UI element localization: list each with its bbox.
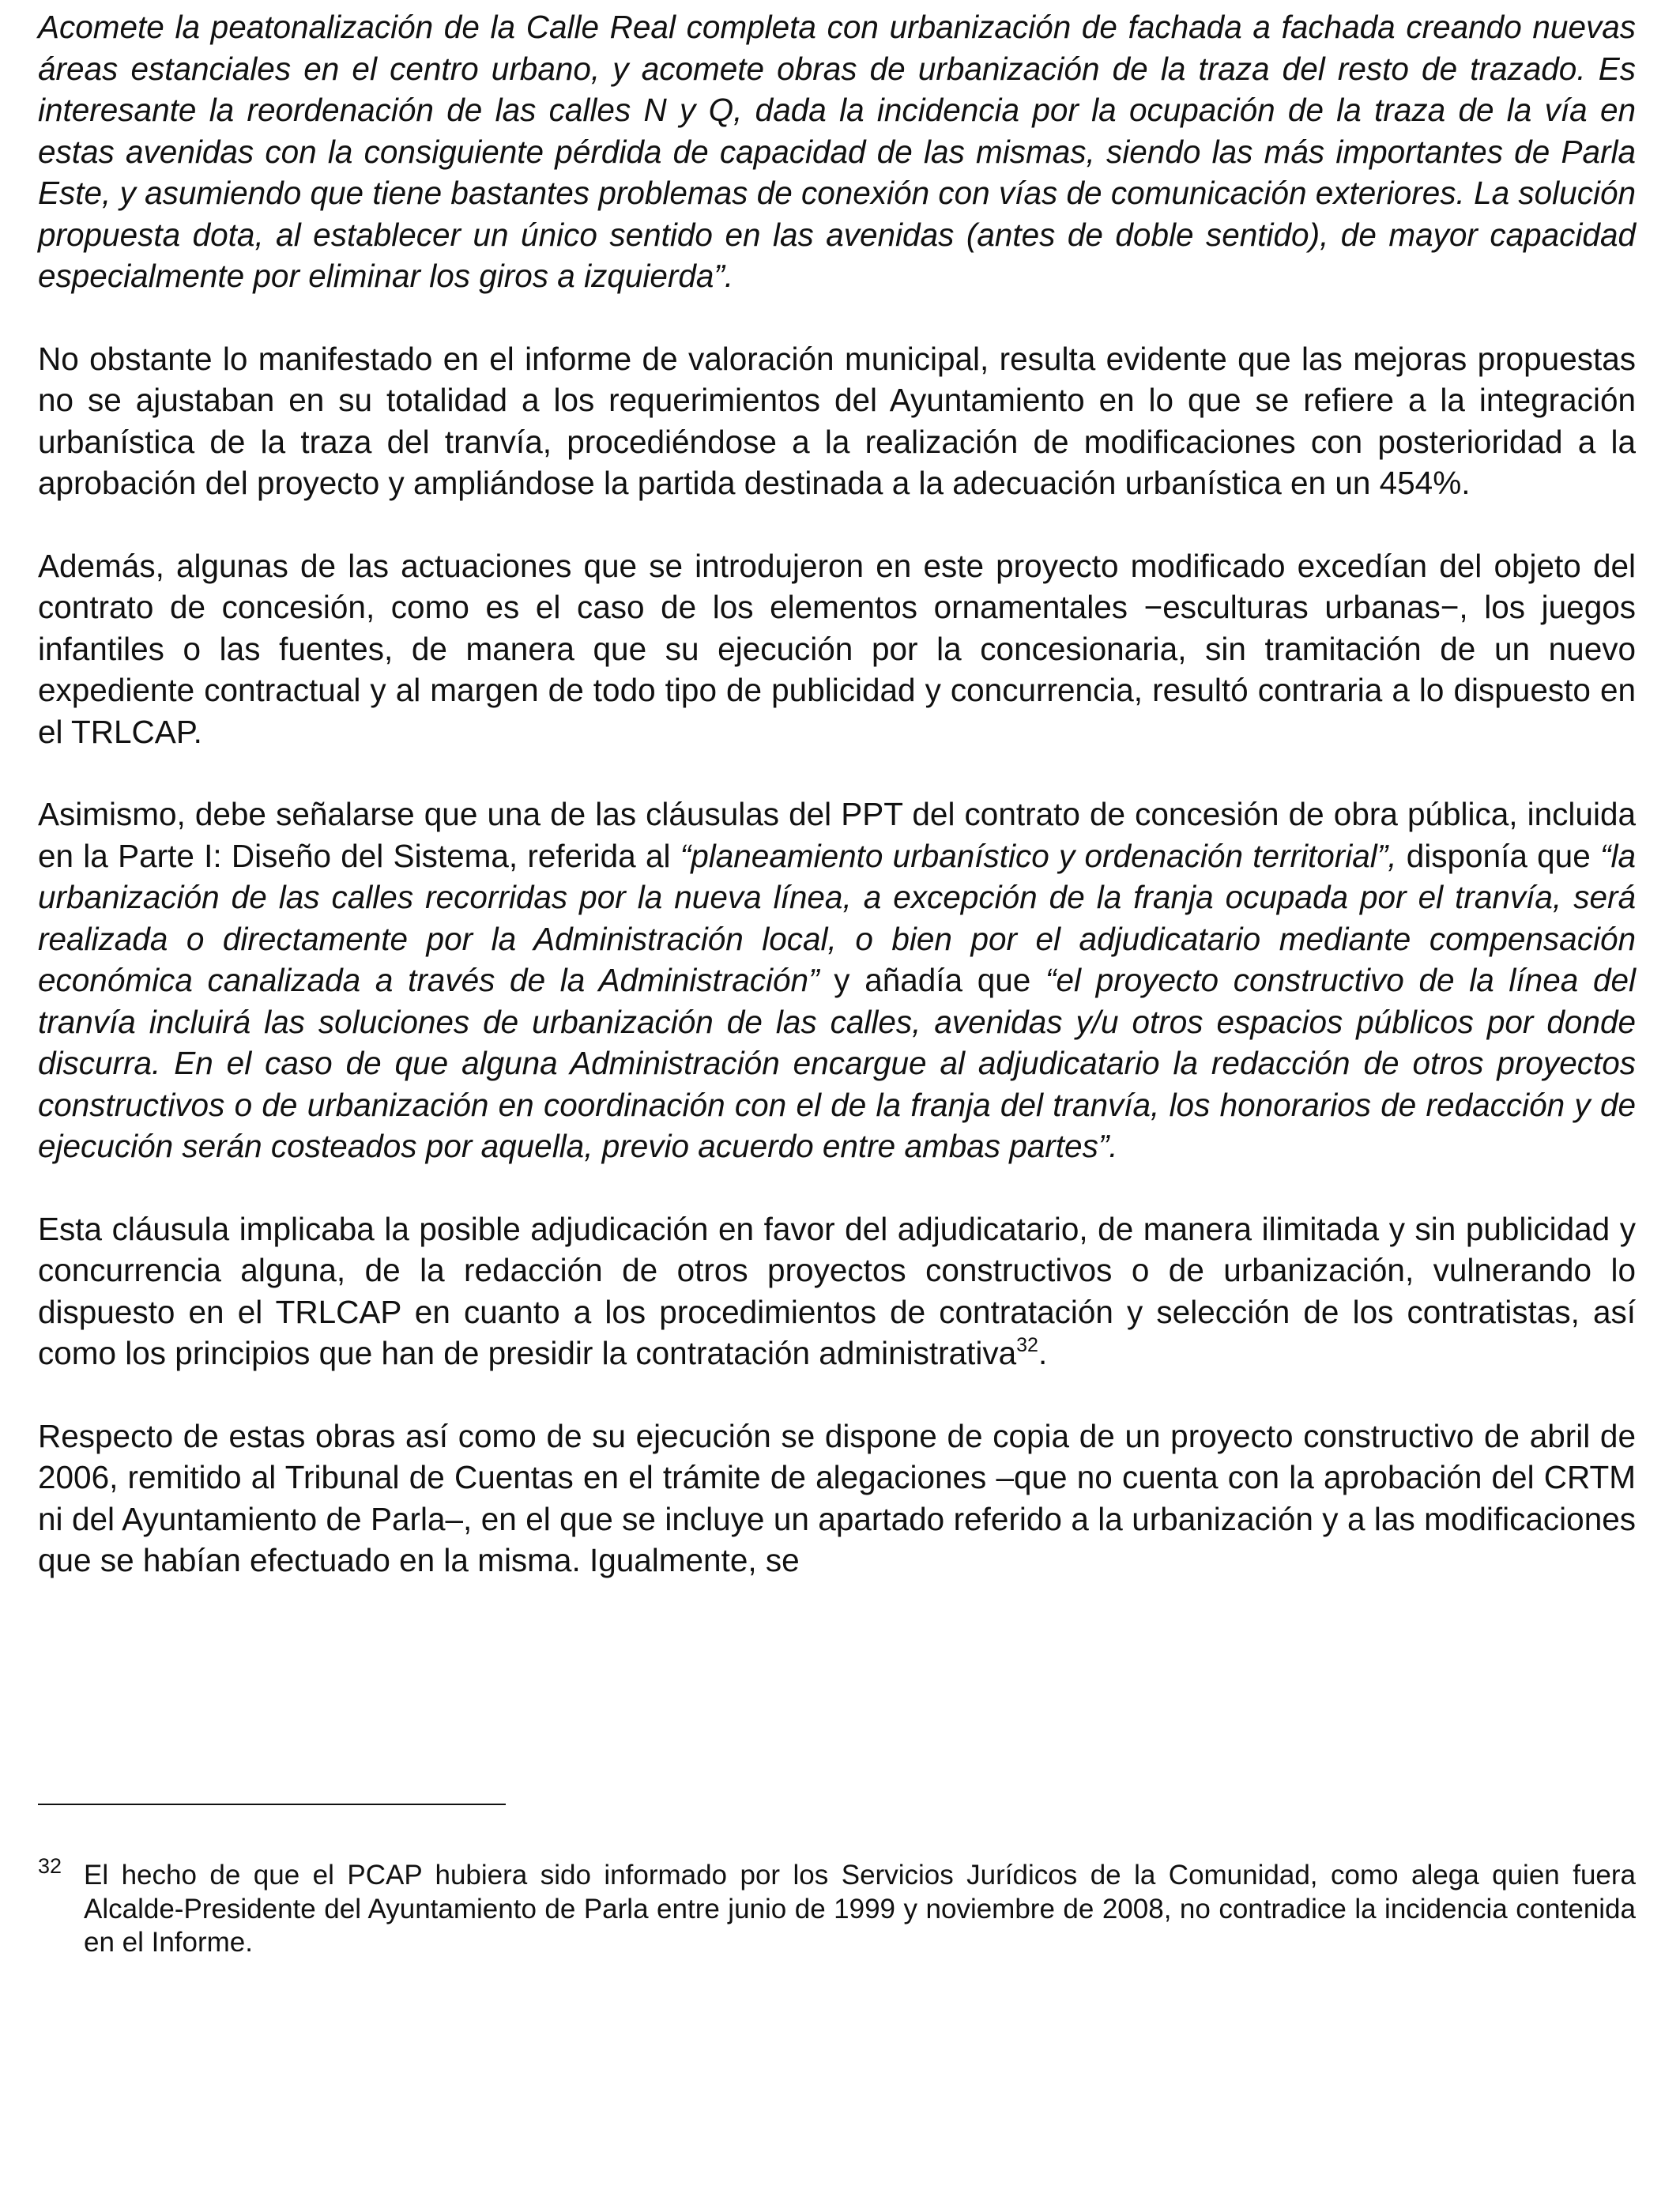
- paragraph-text: Acomete la peatonalización de la Calle Real completa con urbanización de fachada a fachada creando nuevas áreas estanciales en el centro urbano, y acomete obras de urbanización de la traza del resto de trazado. Es interesante la reordenación de las calles N y Q, dada la incidencia por la ocupación de la traza de la vía en estas avenidas con la consiguiente pérdida de capacidad de las mismas, siendo las más importantes de Parla Este, y asumiendo que tiene bastantes problemas de conexión con vías de comunicación exteriores. La solución propuesta dota, al establecer un único sentido en las avenidas (antes de doble sentido), de mayor capacidad especialmente por eliminar los giros a izquierda”.: [38, 9, 1636, 294]
- paragraph-actuaciones: [38, 545, 1636, 753]
- paragraph-text: Además, algunas de las actuaciones que se introdujeron en este proyecto modificado excedían del objeto del contrato de concesión, como es el caso de los elementos ornamentales −esculturas urbanas−, los juegos infantiles o las fuentes, de manera que su ejecución por la concesionaria, sin tramitación de un nuevo expediente contractual y al margen de todo tipo de publicidad y concurrencia, resultó contraria a lo dispuesto en el TRLCAP.: [38, 547, 1636, 750]
- paragraph-text: No obstante lo manifestado en el informe de valoración municipal, resulta evidente que las mejoras propuestas no se ajustaban en su totalidad a los requerimientos del Ayuntamiento en lo que se refiere a la integración urbanística de la traza del tranvía, procediéndose a la realización de modificaciones con posterioridad a la aprobación del proyecto y ampliándose la partida destinada a la adecuación urbanística en un 454%.: [38, 340, 1636, 501]
- quoted-clause: “la urbanización de las calles recorridas por la nueva línea, a excepción de la franja ocupada por el tranvía, será realizada o directamente por la Administración local, o bien por el adjudicatario mediante compensación económica canalizada a través de la Administración”: [38, 837, 1636, 998]
- paragraph-text: Respecto de estas obras así como de su ejecución se dispone de copia de un proyecto constructivo de abril de 2006, remitido al Tribunal de Cuentas en el trámite de alegaciones –que no cuenta con la aprobación del CRTM ni del Ayuntamiento de Parla–, en el que se incluye un apartado referido a la urbanización y a las modificaciones que se habían efectuado en la misma. Igualmente, se: [38, 1417, 1636, 1578]
- footnote-number: 32: [38, 1854, 62, 1878]
- paragraph-implicaciones: [38, 1208, 1636, 1374]
- quoted-title: “planeamiento urbanístico y ordenación territorial”,: [680, 837, 1397, 874]
- quoted-clause: “el proyecto constructivo de la línea del tranvía incluirá las soluciones de urbanización de las calles, avenidas y/u otros espacios públicos por donde discurra. En el caso de que alguna Administración encargue al adjudicatario la redacción de otros proyectos constructivos o de urbanización en coordinación con el de la franja del tranvía, los honorarios de redacción y de ejecución serán costeados por aquella, previo acuerdo entre ambas partes”.: [38, 962, 1636, 1164]
- paragraph-text: Esta cláusula implicaba la posible adjudicación en favor del adjudicatario, de manera ilimitada y sin publicidad y concurrencia alguna, de la redacción de otros proyectos constructivos o de urbanización, vulnerando lo dispuesto en el TRLCAP en cuanto a los procedimientos de contratación y selección de los contratistas, así como los principios que han de presidir la contratación administrativa: [38, 1210, 1636, 1371]
- paragraph-mejoras: [38, 338, 1636, 504]
- paragraph-quote-continuation: [38, 6, 1636, 297]
- paragraph-text: Asimismo, debe señalarse que una de las cláusulas del PPT del contrato de concesión de obra pública, incluida en la Parte I: Diseño del Sistema, referida al: [38, 796, 1636, 874]
- paragraph-text: y añadía que: [819, 962, 1046, 998]
- footnote-separator: [38, 1804, 506, 1805]
- footnote-text: El hecho de que el PCAP hubiera sido informado por los Servicios Jurídicos de la Comunidad, como alega quien fuera Alcalde-Presidente del Ayuntamiento de Parla entre junio de 1999 y noviembre de 2008, no contradice la incidencia contenida en el Informe.: [84, 1860, 1636, 1958]
- page-body: [38, 6, 1636, 1623]
- footnote: [38, 1854, 1636, 1960]
- paragraph-clausula-ppt: [38, 794, 1636, 1167]
- paragraph-proyecto-constructivo: [38, 1416, 1636, 1581]
- paragraph-text: .: [1038, 1335, 1048, 1371]
- paragraph-text: disponía que: [1396, 837, 1600, 874]
- footnote-reference[interactable]: 32: [1016, 1334, 1038, 1356]
